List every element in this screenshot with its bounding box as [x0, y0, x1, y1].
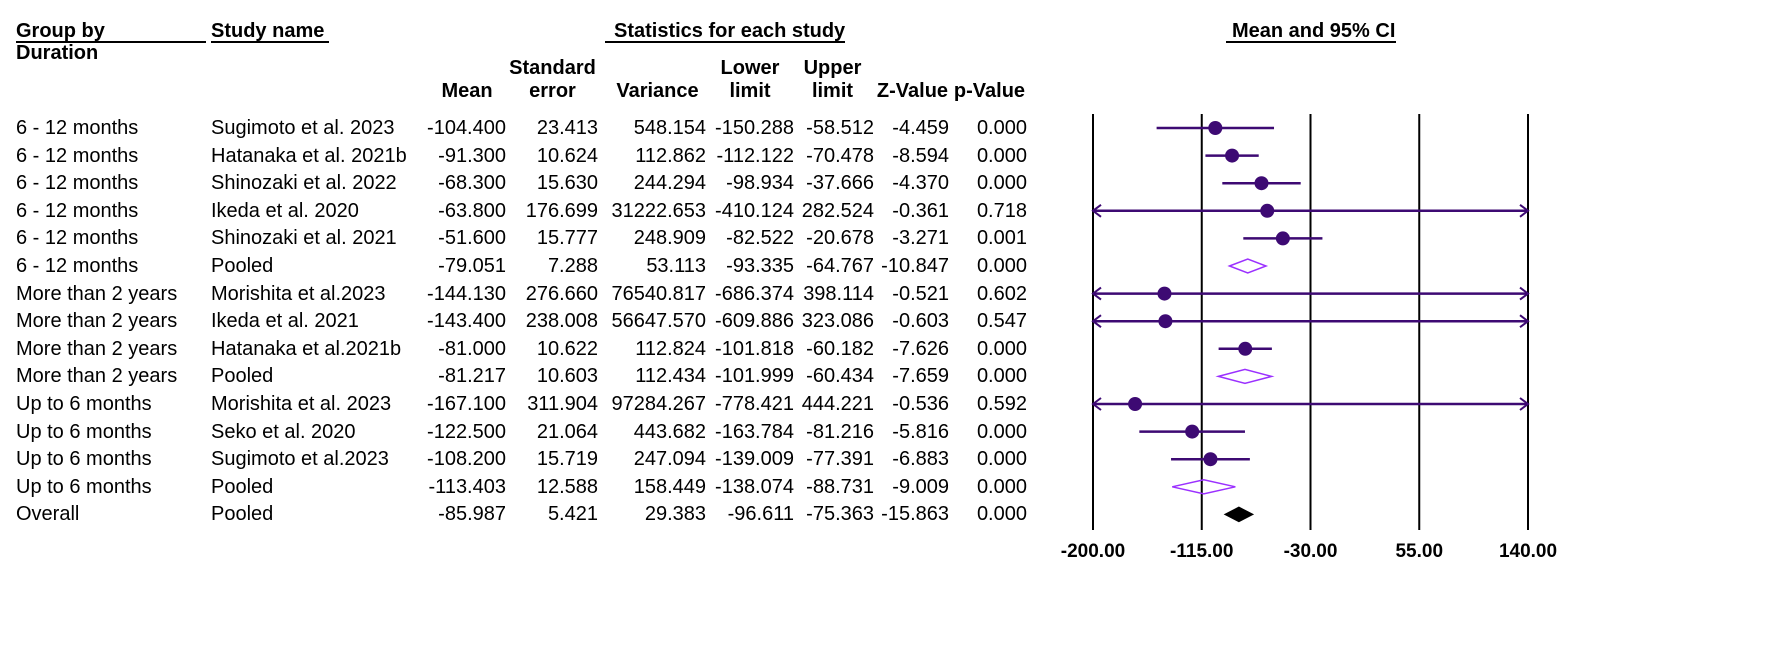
- cell-study: Pooled: [211, 365, 274, 388]
- cell-upper: -75.363: [806, 503, 874, 526]
- cell-study: Ikeda et al. 2020: [211, 199, 359, 222]
- cell-group: 6 - 12 months: [16, 172, 139, 195]
- cell-study: Seko et al. 2020: [211, 420, 356, 443]
- cell-study: Sugimoto et al. 2023: [211, 117, 395, 139]
- cell-lower: -93.335: [726, 255, 794, 277]
- cell-upper: 398.114: [803, 282, 874, 305]
- cell-p: 0.718: [976, 199, 1027, 222]
- cell-group: Up to 6 months: [16, 393, 152, 415]
- cell-upper: -64.767: [806, 255, 874, 277]
- cell-mean: -122.500: [427, 420, 506, 443]
- cell-z: -0.536: [892, 393, 949, 415]
- cell-upper: -81.216: [806, 420, 874, 443]
- cell-group: Up to 6 months: [16, 448, 152, 471]
- cell-z: -0.521: [892, 282, 949, 305]
- mean-point: [1276, 231, 1290, 245]
- header-lower-line1: Lower: [720, 57, 780, 79]
- cell-z: -9.009: [892, 475, 949, 498]
- cell-study: Hatanaka et al. 2021b: [211, 144, 407, 167]
- x-tick-label: 55.00: [1395, 541, 1444, 562]
- cell-z: -7.659: [892, 365, 949, 388]
- cell-study: Shinozaki et al. 2021: [211, 227, 397, 250]
- cell-mean: -113.403: [428, 475, 506, 498]
- cell-group: 6 - 12 months: [16, 255, 139, 277]
- cell-p: 0.000: [976, 172, 1027, 195]
- header-plot-title: Mean and 95% CI: [1232, 20, 1396, 42]
- header-se-line2: error: [529, 80, 576, 102]
- cell-z: -4.370: [892, 172, 949, 195]
- cell-p: 0.000: [976, 255, 1027, 277]
- cell-lower: -98.934: [726, 172, 794, 195]
- cell-z: -15.863: [881, 503, 949, 526]
- cell-lower: -112.122: [716, 144, 794, 167]
- cell-upper: 323.086: [801, 310, 874, 333]
- mean-point: [1157, 287, 1171, 301]
- mean-point: [1208, 121, 1222, 135]
- cell-study: Morishita et al.2023: [211, 282, 386, 305]
- x-tick-label: 140.00: [1498, 541, 1558, 562]
- cell-z: -5.816: [892, 420, 949, 443]
- cell-variance: 53.113: [646, 255, 706, 277]
- cell-lower: -101.818: [715, 337, 794, 360]
- cell-mean: -51.600: [438, 227, 506, 250]
- header-lower-line2: limit: [729, 80, 771, 102]
- cell-study: Sugimoto et al.2023: [211, 448, 389, 471]
- cell-mean: -144.130: [427, 282, 506, 305]
- header-upper-line2: limit: [811, 80, 854, 102]
- cell-p: 0.000: [976, 448, 1027, 471]
- cell-lower: -410.124: [715, 199, 794, 222]
- cell-z: -10.847: [881, 255, 949, 277]
- cell-se: 311.904: [527, 393, 598, 415]
- header-duration: Duration: [16, 42, 99, 64]
- cell-upper: -20.678: [806, 227, 874, 250]
- cell-upper: -60.182: [806, 337, 874, 360]
- cell-study: Hatanaka et al.2021b: [211, 337, 402, 360]
- cell-upper: -77.391: [806, 448, 874, 471]
- cell-lower: -139.009: [715, 448, 794, 471]
- cell-mean: -91.300: [438, 144, 506, 167]
- cell-z: -0.603: [892, 310, 949, 333]
- cell-se: 176.699: [525, 199, 598, 222]
- cell-group: 6 - 12 months: [16, 117, 139, 139]
- cell-se: 276.660: [525, 282, 598, 305]
- cell-lower: -163.784: [715, 420, 794, 443]
- header-variance: Variance: [616, 80, 699, 102]
- mean-point: [1238, 342, 1252, 356]
- cell-study: Morishita et al. 2023: [211, 393, 392, 415]
- cell-group: 6 - 12 months: [16, 227, 139, 250]
- cell-p: 0.000: [976, 117, 1027, 139]
- cell-se: 15.719: [536, 448, 598, 471]
- cell-variance: 548.154: [633, 117, 706, 139]
- cell-p: 0.547: [976, 310, 1027, 333]
- cell-mean: -81.000: [438, 337, 506, 360]
- cell-variance: 112.862: [635, 144, 706, 167]
- cell-lower: -686.374: [715, 282, 794, 305]
- cell-p: 0.602: [976, 282, 1027, 305]
- mean-point: [1128, 397, 1142, 411]
- cell-group: More than 2 years: [16, 337, 178, 360]
- header-group-by: Group by: [16, 20, 105, 42]
- cell-mean: -143.400: [427, 310, 506, 333]
- x-tick-label: -200.00: [1060, 541, 1126, 562]
- cell-se: 23.413: [536, 117, 598, 139]
- cell-mean: -104.400: [427, 117, 506, 139]
- cell-mean: -167.100: [427, 393, 506, 415]
- cell-upper: 444.221: [801, 393, 874, 415]
- cell-variance: 31222.653: [611, 199, 706, 222]
- cell-se: 10.622: [536, 337, 598, 360]
- pooled-diamond: [1172, 480, 1235, 494]
- cell-p: 0.000: [976, 420, 1027, 443]
- cell-p: 0.000: [976, 144, 1027, 167]
- cell-z: -6.883: [892, 448, 949, 471]
- cell-p: 0.001: [976, 227, 1027, 250]
- header-se-line1: Standard: [509, 57, 596, 79]
- cell-group: Up to 6 months: [16, 420, 152, 443]
- cell-variance: 97284.267: [611, 393, 706, 415]
- cell-upper: -37.666: [806, 172, 874, 195]
- cell-study: Ikeda et al. 2021: [211, 310, 359, 333]
- cell-group: More than 2 years: [16, 282, 178, 305]
- cell-p: 0.000: [976, 475, 1027, 498]
- x-tick-label: -30.00: [1283, 541, 1338, 562]
- cell-variance: 56647.570: [611, 310, 706, 333]
- cell-study: Pooled: [211, 503, 274, 526]
- cell-mean: -68.300: [438, 172, 506, 195]
- cell-variance: 29.383: [644, 503, 706, 526]
- header-upper-line1: Upper: [803, 57, 862, 79]
- header-mean: Mean: [441, 80, 493, 102]
- cell-se: 10.603: [536, 365, 598, 388]
- cell-se: 238.008: [525, 310, 598, 333]
- cell-group: 6 - 12 months: [16, 199, 139, 222]
- cell-upper: -70.478: [806, 144, 874, 167]
- cell-upper: 282.524: [801, 199, 874, 222]
- cell-variance: 158.449: [633, 475, 706, 498]
- cell-group: More than 2 years: [16, 310, 178, 333]
- cell-p: 0.000: [976, 337, 1027, 360]
- pooled-diamond: [1229, 259, 1266, 273]
- cell-variance: 247.094: [633, 448, 706, 471]
- cell-mean: -81.217: [438, 365, 506, 388]
- cell-z: -8.594: [892, 144, 949, 167]
- cell-p: 0.000: [976, 503, 1027, 526]
- mean-point: [1254, 176, 1268, 190]
- x-tick-label: -115.00: [1170, 541, 1234, 562]
- cell-se: 15.777: [536, 227, 598, 250]
- cell-group: Up to 6 months: [16, 475, 152, 498]
- mean-point: [1260, 204, 1274, 218]
- cell-variance: 248.909: [633, 227, 706, 250]
- cell-upper: -88.731: [806, 475, 874, 498]
- cell-lower: -150.288: [715, 117, 794, 139]
- cell-z: -3.271: [892, 227, 949, 250]
- cell-mean: -63.800: [438, 199, 506, 222]
- cell-se: 21.064: [536, 420, 598, 443]
- mean-point: [1225, 149, 1239, 163]
- mean-point: [1158, 314, 1172, 328]
- cell-mean: -79.051: [438, 255, 506, 277]
- cell-study: Pooled: [211, 475, 274, 498]
- cell-study: Pooled: [211, 255, 274, 277]
- header-study-name: Study name: [211, 20, 325, 42]
- cell-group: More than 2 years: [16, 365, 178, 388]
- cell-z: -7.626: [892, 337, 949, 360]
- cell-se: 5.421: [547, 503, 598, 526]
- cell-z: -0.361: [892, 199, 949, 222]
- cell-mean: -85.987: [438, 503, 506, 526]
- pooled-diamond: [1218, 369, 1271, 383]
- cell-study: Shinozaki et al. 2022: [211, 172, 397, 195]
- cell-lower: -138.074: [715, 475, 794, 498]
- cell-variance: 112.824: [635, 337, 706, 360]
- header-stats-title: Statistics for each study: [614, 20, 846, 42]
- cell-variance: 244.294: [633, 172, 706, 195]
- cell-variance: 76540.817: [611, 282, 706, 305]
- cell-variance: 443.682: [633, 420, 706, 443]
- cell-p: 0.000: [976, 365, 1027, 388]
- cell-se: 7.288: [547, 255, 598, 277]
- header-p-value: p-Value: [953, 80, 1026, 102]
- cell-lower: -778.421: [715, 393, 794, 415]
- cell-variance: 112.434: [635, 365, 706, 388]
- cell-se: 12.588: [536, 475, 598, 498]
- cell-se: 10.624: [536, 144, 598, 167]
- cell-lower: -101.999: [715, 365, 794, 388]
- cell-lower: -82.522: [726, 227, 794, 250]
- cell-z: -4.459: [892, 117, 949, 139]
- cell-group: Overall: [16, 503, 80, 526]
- overall-diamond: [1225, 507, 1252, 521]
- cell-se: 15.630: [536, 172, 598, 195]
- header-z-value: Z-Value: [876, 80, 949, 102]
- cell-mean: -108.200: [427, 448, 506, 471]
- cell-group: 6 - 12 months: [16, 144, 139, 167]
- cell-lower: -609.886: [715, 310, 794, 333]
- mean-point: [1203, 452, 1217, 466]
- mean-point: [1185, 425, 1199, 439]
- cell-p: 0.592: [976, 393, 1027, 415]
- cell-upper: -60.434: [806, 365, 874, 388]
- cell-lower: -96.611: [727, 503, 794, 526]
- cell-upper: -58.512: [806, 117, 874, 139]
